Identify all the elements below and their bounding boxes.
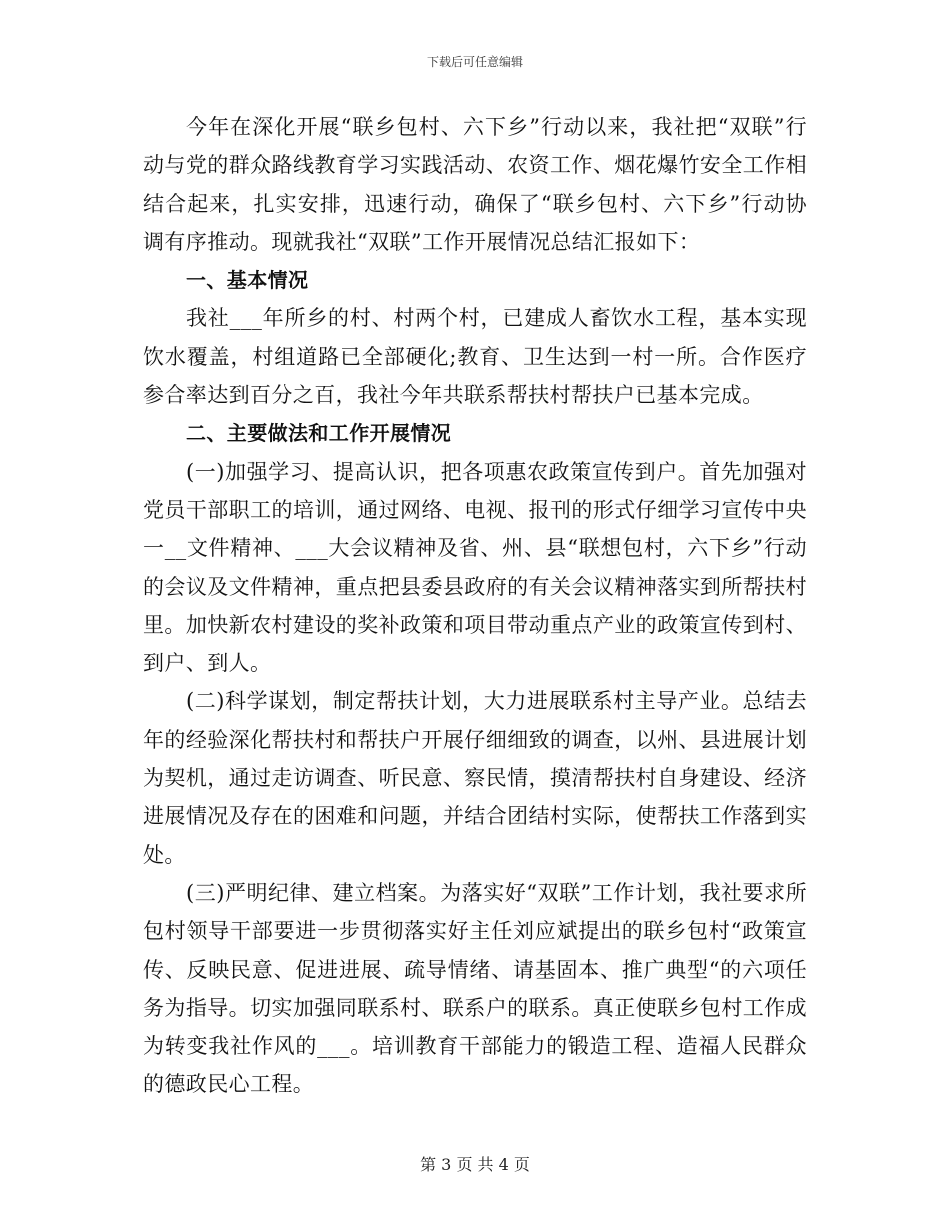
section-heading-main-practices: 二、主要做法和工作开展情况 <box>186 421 452 446</box>
basic-situation-paragraph: 我社___年所乡的村、村两个村，已建成人畜饮水工程，基本实现饮水覆盖，村组道路已全部硬化;教育、卫生达到一村一所。合作医疗参合率达到百分之百，我社今年共联系帮扶村帮扶户已基本完成。 <box>143 306 807 408</box>
practice-paragraph-2: (二)科学谋划，制定帮扶计划，大力进展联系村主导产业。总结去年的经验深化帮扶村和帮扶户开展仔细细致的调查，以州、县进展计划为契机，通过走访调查、听民意、察民情，摸清帮扶村自身建设、经济进展情况及存在的困难和问题，并结合团结村实际，使帮扶工作落到实处。 <box>143 689 807 867</box>
page-header: 下载后可任意编辑 <box>426 55 523 69</box>
practice-paragraph-1: (一)加强学习、提高认识，把各项惠农政策宣传到户。首先加强对党员干部职工的培训，通过网络、电视、报刊的形式仔细学习宣传中央一__文件精神、___大会议精神及省、州、县“联想包村，六下乡”行动的会议及文件精神，重点把县委县政府的有关会议精神落实到所帮扶村里。加快新农村建设的奖补政策和项目带动重点产业的政策宣传到村、到户、到人。 <box>143 459 807 676</box>
document-body <box>143 108 807 1104</box>
practice-paragraph-3: (三)严明纪律、建立档案。为落实好“双联”工作计划，我社要求所包村领导干部要进一步贯彻落实好主任刘应斌提出的联乡包村“政策宣传、反映民意、促进进展、疏导情绪、请基固本、推广典型“的六项任务为指导。切实加强同联系村、联系户的联系。真正使联乡包村工作成为转变我社作风的___。培训教育干部能力的锻造工程、造福人民群众的德政民心工程。 <box>143 880 807 1097</box>
intro-paragraph: 今年在深化开展“联乡包村、六下乡”行动以来，我社把“双联”行动与党的群众路线教育学习实践活动、农资工作、烟花爆竹安全工作相结合起来，扎实安排，迅速行动，确保了“联乡包村、六下乡”行动协调有序推动。现就我社“双联”工作开展情况总结汇报如下： <box>143 115 807 254</box>
page-number-footer: 第 3 页 共 4 页 <box>420 1155 530 1174</box>
section-heading-basic-situation: 一、基本情况 <box>186 268 309 293</box>
